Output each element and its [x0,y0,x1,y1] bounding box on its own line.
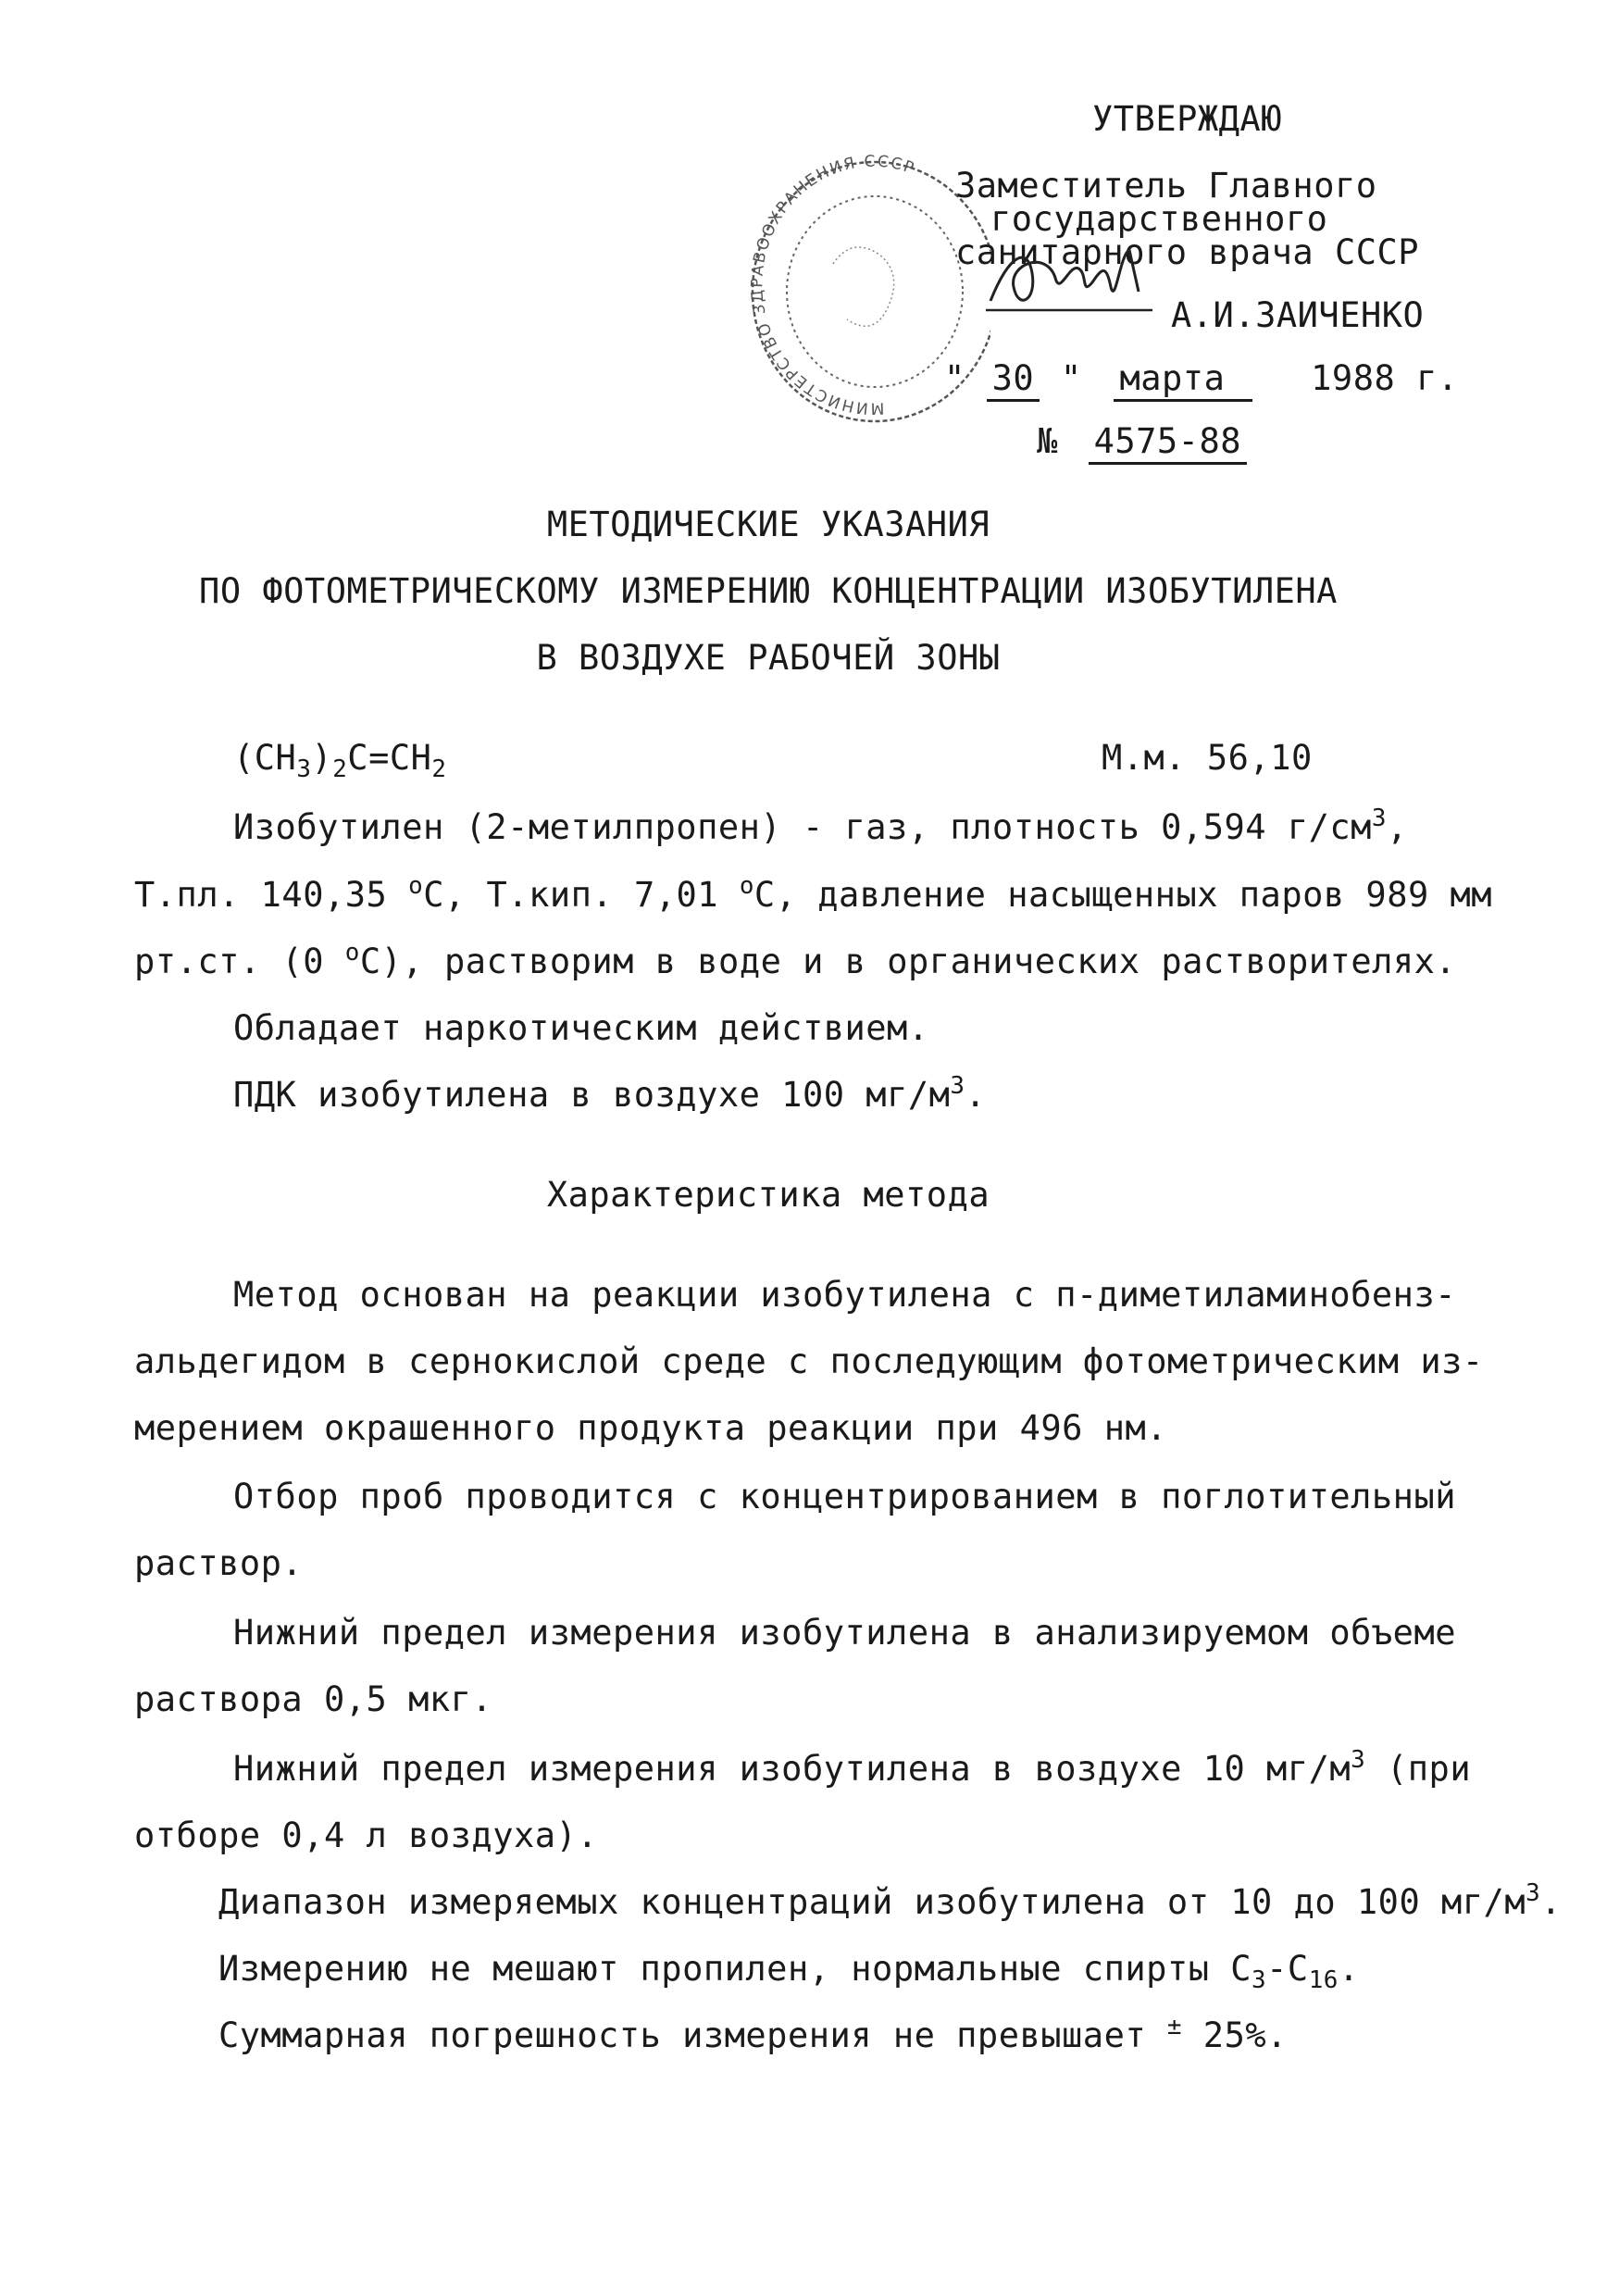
text-run: Суммарная погрешность измерения не превышает [218,2015,1167,2055]
text-run: 25%. [1182,2015,1288,2055]
text-run: Измерению не мешают пропилен, нормальные спирты С [218,1949,1252,1989]
formula-subscript: 2 [431,755,447,783]
formula-subscript: 2 [332,755,348,783]
text-run: . [965,1075,987,1115]
chemical-formula [233,738,447,783]
date-year: 1988 г. [1311,358,1459,398]
svg-text:МИНИСТЕРСТВО ЗДРАВООХРАНЕНИЯ С [748,153,917,418]
text-run: ПДК изобутилена в воздухе 100 мг/м [233,1075,951,1115]
heading-line-3: В ВОЗДУХЕ РАБОЧЕЙ ЗОНЫ [536,638,1001,678]
degree-mark: о [408,871,424,900]
property-line-3 [134,938,1457,981]
seal-text: МИНИСТЕРСТВО ЗДРАВООХРАНЕНИЯ СССР [748,153,918,418]
property-line-2 [134,871,1493,915]
superscript: 3 [950,1071,965,1100]
method-p1-line-2: альдегидом в сернокислой среде с последующим фотометрическим из- [134,1341,1484,1381]
text-run: . [1540,1882,1562,1922]
text-run: , [1387,807,1408,847]
property-line-4: Обладает наркотическим действием. [233,1008,929,1048]
date-quote-close: " [1060,358,1082,398]
method-p2-line-2: раствор. [134,1543,304,1583]
plus-minus-sign: ± [1166,2012,1183,2040]
superscript: 3 [1351,1745,1366,1774]
heading-line-1: МЕТОДИЧЕСКИЕ УКАЗАНИЯ [546,505,990,544]
method-p3-line-1: Нижний предел измерения изобутилена в анализируемом объеме [233,1613,1457,1653]
approval-number [1037,421,1247,465]
section-title: Характеристика метода [546,1175,990,1215]
formula-part: C=CH [347,738,432,778]
method-p7 [218,2012,1288,2055]
heading-line-2: ПО ФОТОМЕТРИЧЕСКОМУ ИЗМЕРЕНИЮ КОНЦЕНТРАЦИИ ИЗОБУТИЛЕНА [199,571,1338,611]
formula-subscript: 3 [296,755,312,783]
method-p2-line-1: Отбор проб проводится с концентрированием в поглотительный [233,1477,1457,1516]
signatory-name: А.И.ЗАИЧЕНКО [1171,295,1425,335]
method-p1-line-3: мерением окрашенного продукта реакции при 496 нм. [134,1408,1168,1448]
date-month: марта [1114,361,1252,402]
text-run: Диапазон измеряемых концентраций изобутилена от 10 до 100 мг/м [218,1882,1526,1922]
approval-title: УТВЕРЖДАЮ [1092,99,1282,139]
property-line-5 [233,1071,987,1115]
formula-part: ) [311,738,333,778]
subscript: 16 [1308,1965,1339,1994]
property-line-1 [233,804,1408,847]
date-quote-open: " [944,358,965,398]
date-day: 30 [987,361,1040,402]
text-run: рт.ст. (0 [134,942,345,981]
text-run: Изобутилен (2-метилпропен) - газ, плотность 0,594 г/см [233,807,1372,847]
method-p4-line-1 [233,1745,1472,1789]
text-run: -С [1266,1949,1309,1989]
approval-position-line-3: санитарного врача СССР [955,232,1420,272]
handwritten-signature [981,236,1166,319]
formula-part: (CH [233,738,297,778]
method-p5 [218,1878,1562,1922]
text-run: (при [1365,1749,1472,1789]
approval-position-line-1: Заместитель Главного [955,166,1377,206]
approval-position-line-2: государственного [990,199,1328,239]
molar-mass: М.м. 56,10 [1102,738,1313,778]
text-run: Т.пл. 140,35 [134,875,409,915]
method-p4-line-2: отборе 0,4 л воздуха). [134,1816,599,1855]
subscript: 3 [1252,1965,1267,1994]
superscript: 3 [1371,804,1387,832]
text-run: С, Т.кип. 7,01 [423,875,740,915]
degree-mark: о [344,938,360,967]
text-run: С), растворим в воде и в органических растворителях. [359,942,1457,981]
degree-mark: о [739,871,754,900]
text-run: С, давление насыщенных паров 989 мм [753,875,1493,915]
method-p3-line-2: раствора 0,5 мкг. [134,1679,493,1719]
method-p6 [218,1949,1360,1994]
method-p1-line-1: Метод основан на реакции изобутилена с п-диметиламинобенз- [233,1275,1457,1315]
text-run: Нижний предел измерения изобутилена в воздухе 10 мг/м [233,1749,1351,1789]
approval-date [944,358,1459,402]
text-run: . [1338,1949,1360,1989]
superscript: 3 [1526,1878,1541,1907]
number-prefix: № [1037,421,1058,461]
number-value: 4575-88 [1089,424,1247,465]
